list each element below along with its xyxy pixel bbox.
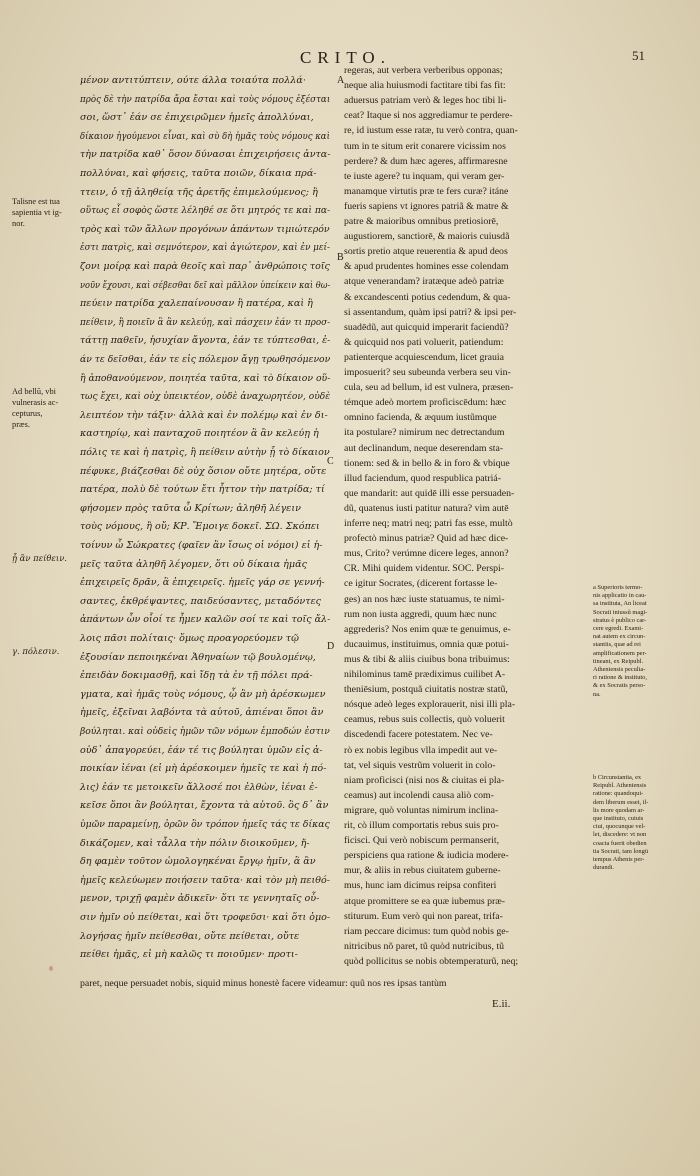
text-line: te iuste agere? tu inquam, qui veram ger- [344,170,505,182]
text-line: aduersus patriam verò & leges hoc tibi li- [344,95,507,107]
text-line: sa instituta, An liceat [593,600,647,608]
text-line: ducauimus, instituimus, omnia quæ potui- [344,638,509,650]
text-line: fueris sapiens vt ignores patriã & matre & [344,200,509,212]
text-line: re, id iustum esse ratæ, tu verò contra, quan- [344,125,518,137]
text-line: ceat? Itaque si nos aggrediamur te perdere- [344,110,513,122]
text-line: πρὸς δὲ τὴν πατρίδα ἄρα ἔσται καὶ τοὺς νόμους ἐξέσται [80,93,331,105]
text-line: mus, Crito? verúmne dicere leges, annon? [344,548,509,560]
text-line: cere egredi. Exami- [593,625,644,632]
text-line: & quicquid nos pati voluerit, patiendum: [344,336,504,348]
text-line: rò ex nobis legibus vlla impedit aut ve- [344,744,498,756]
text-line: σιν ἡμῖν οὐ πείθεται, καὶ ὅτι τροφεῦσι· καὶ ὅτι ὁμο- [80,912,331,923]
text-line: tionem: sed & in bello & in foro & vbique [344,457,510,469]
text-line: imposuerit? seu subeunda verbera seu vin- [344,367,511,378]
text-line: durandi. [593,864,615,872]
text-line: ζονι μοίρᾳ καὶ παρὰ θεοῖς καὶ παρ᾽ ἀνθρώποις τοῖς [80,261,330,272]
text-line: ri ratione & instituto, [593,674,647,682]
running-title: CRITO. [300,48,391,67]
text-line: ἐξουσίαν πεποιηκέναι Ἀθηναίων τῷ βουλομένῳ, [80,651,316,663]
text-line: tia Socrati, tam longū [593,847,649,855]
text-line: stratus è publico car- [593,616,647,624]
catchword-line: paret, neque persuadet nobis, siquid minus honestè facere videamur: quũ nos res ipsas tantùm [80,978,447,989]
text-line: que mandarit: aut quidē illi esse persuaden- [344,487,515,499]
text-line: ἢ ἀποθανούμενον, ποιητέα ταῦτα, καὶ τὸ δίκαιον οὕ- [80,372,331,384]
text-line: atque venerandam? iratæque adeò patriæ [344,276,504,288]
text-line: si assentandum, quàm ipsi patri? & ipsi per- [344,306,517,318]
text-line: que instituto, cuiuis [593,815,644,822]
text-line: nat autem ex circun- [593,633,646,641]
text-line: manamque virtutis præ te fers curæ? itáne [344,185,509,197]
text-line: neque alia huiusmodi factitare tibi fas fit: [344,80,506,92]
page-number: 51 [632,48,645,63]
text-line: Socrati iniussũ magi- [593,608,648,616]
text-line: ποικίαν ἰέναι (εἰ μὴ ἀρέσκοιμεν ἡμεῖς τε καὶ ἡ πό- [80,763,327,775]
text-line: stiturum. Eum verò qui non pareat, trifa- [344,910,503,922]
note-line: sapientia vt ig- [12,208,62,217]
text-line: λογήσας ἡμῖν πείθεσθαι, οὔτε πείθεται, οὔτε [80,930,300,942]
text-line: & ex Socratis perso- [593,682,646,690]
text-line: ce igitur Socrates, (dicerent fortasse le- [344,578,498,590]
text-line: amplificationem per- [593,649,647,657]
text-line: inferre neq; matri neq; patri fas esse, multò [344,518,513,529]
text-line: σοι, ὥστ᾽ ἐάν σε ἐπιχειρῶμεν ἡμεῖς ἀπολλύναι, [80,112,314,124]
text-line: ἐστι πατρὶς, καὶ σεμνότερον, καὶ ἁγιώτερον, καὶ ἐν μεί- [80,242,330,254]
text-line: καστηρίῳ, καὶ πανταχοῦ ποιητέον ἃ ἂν κελεύῃ ἡ [80,428,319,440]
text-line: φήσομεν πρὸς ταῦτα ὦ Κρίτων; ἀληθῆ λέγειν [80,502,301,514]
text-line: πεύειν πατρίδα χαλεπαίνουσαν ἢ πατέρα, καὶ ἢ [80,298,313,310]
text-line: λοις πᾶσι πολίταις· ὅμως προαγορεύομεν τῷ [80,633,299,644]
text-line: dũ, quatenus iusti patitur natura? vim autē [344,502,509,514]
text-line: πολλύναι, καὶ φήσεις, ταῦτα ποιῶν, δίκαια πρά- [80,168,317,179]
text-line: πείθειν, ἢ ποιεῖν ἃ ἂν κελεύῃ, καὶ πάσχειν ἐάν τι προσ- [80,316,331,328]
text-line: nihilominus tamē prædiximus cuilibet A- [344,669,506,680]
text-line: τάττῃ παθεῖν, ἡσυχίαν ἄγοντα, ἐάν τε τύπτεσθαι, ἐ- [80,335,331,347]
text-line: οὕτως εἶ σοφὸς ὥστε λέληθέ σε ὅτι μητρός τε καὶ πα- [80,205,331,217]
text-line: discedendi facere potestatem. Nec ve- [344,729,493,741]
text-line: Reipubl. Atheniensis [593,782,647,790]
note-line: Talisne est tua [12,197,60,206]
text-line: δη φαμὲν τοῦτον ὡμολογηκέναι ἔργῳ ἡμῖν, ἃ ἂν [80,856,316,868]
text-line: ciui, quocunque vel- [593,823,646,831]
text-line: ὑμῶν παραμείνῃ, ὁρῶν ὃν τρόπον ἡμεῖς τάς τε δίκας [80,819,330,830]
text-line: ges) an nos hæc iuste statuamus, te nimi- [344,593,505,605]
text-line: λειπτέον τὴν τάξιν· ἀλλὰ καὶ ἐν πολέμῳ καὶ ἐν δι- [80,409,328,421]
text-line: coacta fuerit obedien [593,839,647,847]
text-line: τως ἔχει, καὶ οὐχ ὑπεικτέον, οὐδὲ ἀναχωρητέον, οὐδὲ [80,391,331,403]
text-line: omnino facienda, & æquum iustũmque [344,412,497,424]
margin-letter-b: B [337,252,344,263]
text-line: ττειν, ὁ τῇ ἀληθείᾳ τῆς ἀρετῆς ἐπιμελούμενος; ἢ [80,186,318,198]
text-line: nis applicatio in cau- [593,592,647,600]
text-line: stantiis, quæ ad rei [593,641,641,649]
text-line: & apud prudentes homines esse colendam [344,261,509,273]
text-line: ἡμεῖς, ἐξεῖναι λαβόντα τὰ αὑτοῦ, ἀπιέναι ὅποι ἂν [80,707,324,719]
note-line: cepturus, [12,409,43,418]
text-line: ἐπειδὰν δοκιμασθῇ, καὶ ἴδῃ τὰ ἐν τῇ πόλει πρά- [80,670,313,682]
text-line: niam proficisci (nisi nos & ciuitas ei pla- [344,774,505,786]
text-line: ἐπιχειρεῖς δρᾶν, ἃ ἐπιχειρεῖς. ἡμεῖς γάρ σε γεννή- [80,577,325,589]
text-line: rum non iusta aggredi, quum hæc nunc [344,608,497,620]
note-line: ᾗ ἂν πείθειν. [12,553,67,563]
ink-blot [49,966,53,971]
text-line: μεῖς ταῦτα ἀληθῆ λέγομεν, ὅτι οὐ δίκαια ἡμᾶς [80,558,307,570]
text-line: suadēdũ, aut quicquid imperarit faciendũ? [344,321,509,333]
text-line: πατέρα, πολὺ δὲ τούτων ἔτι ἧττον τὴν πατρίδα; τί [80,484,325,496]
text-line: βούληται. καὶ οὐδεὶς ἡμῶν τῶν νόμων ἐμποδών ἐστιν [80,726,330,737]
text-line: δικάζομεν, καὶ τἆλλα τὴν πόλιν διοικοῦμεν, ἤ- [80,837,310,849]
text-line: κεῖσε ὅποι ἂν βούληται, ἔχοντα τὰ αὑτοῦ. ὃς δ᾽ ἂν [80,800,329,812]
text-line: πόλις τε καὶ ἡ πατρὶς, ἢ πείθειν αὐτὴν ᾗ τὸ δίκαιον [80,447,330,458]
text-line: patienterque acquiescendum, licet grauia [344,351,504,363]
text-line: tineant, ex Reipubl. [593,657,644,665]
text-line: riam peccare dicimus: tum quòd nobis ge- [344,925,509,937]
text-line: aggrederis? Nos enim quæ te genuimus, e- [344,623,511,635]
text-line: τὴν πατρίδα καθ᾽ ὅσον δύνασαι ἐπιχειρήσεις ἀντα- [80,149,331,161]
text-line: mus, hunc iam dicimus reipsa confiteri [344,880,497,892]
text-line: ceamus) aut incolendi causa aliò com- [344,789,494,801]
text-line: τρὸς καὶ τῶν ἄλλων προγόνων ἁπάντων τιμιώτερόν [80,223,330,235]
text-line: τοίνυν ὦ Σώκρατες (φαῖεν ἂν ἴσως οἱ νόμοι) εἰ ἡ- [80,540,323,551]
text-line: b Circunstantia, ex [593,774,642,781]
text-line: ratione: quandoqui- [593,790,644,798]
text-line: a Superioris termo- [593,584,643,591]
text-line: illud faciendum, quod respublica patriá- [344,472,501,484]
text-line: tat, vel siquis vestrũm voluerit in colo- [344,759,496,771]
text-line: ita postulare? nimirum nec detrectandum [344,427,505,439]
text-line: témque adeò mortem proficiscēdum: hæc [344,397,507,409]
text-line: γματα, καὶ ἡμᾶς τοὺς νόμους, ᾧ ἂν μὴ ἀρέσκωμεν [80,688,326,700]
text-line: augustiorem, sanctiorē, & maioris cuiusdã [344,231,510,243]
text-line: σαντες, ἐκθρέψαντες, παιδεύσαντες, μεταδόντες [80,595,322,607]
text-line: CR. Mihi quidem videntur. SOC. Perspi- [344,563,505,575]
note-line: γ. πόλεσιν. [12,646,60,656]
text-line: λις) ἐάν τε μετοικεῖν ἄλλοσέ ποι ἐλθὼν, ἰέναι ἐ- [80,781,318,793]
margin-letter-d: D [327,641,335,652]
text-line: perdere? & dum hæc ageres, affirmaresne [344,155,508,167]
text-line: na. [593,690,601,698]
text-line: mus & tibi & aliis ciuibus bona tribuimus: [344,653,510,665]
text-line: nósque adeò leges explorauerit, nisi illi pla- [344,699,516,711]
text-line: άν τε δεῖσθαι, ἐάν τε εἰς πόλεμον ἄγῃ τρωθησόμενον [80,354,331,365]
margin-letter-a: A [337,75,345,86]
text-line: profectò minus patriæ? Quid ad hæc dice- [344,533,509,545]
text-line: migrare, quò voluntas nimirum inclina- [344,804,499,816]
text-line: nitricibus nõ paret, tũ quòd nutricibus, tũ [344,940,504,952]
text-line: τοὺς νόμους, ἢ οὔ; ΚΡ. Ἔμοιγε δοκεῖ. ΣΩ. Σκόπει [80,521,320,533]
text-line: patre & maioribus omnibus pretiosiorē, [344,216,499,227]
text-line: πείθει ἡμᾶς, εἰ μὴ καλῶς τι ποιοῦμεν· προτι- [80,949,298,961]
text-line: tum in te situm erit conarere vicissim nos [344,140,506,152]
text-line: lis more quodam ar- [593,806,645,814]
signature-mark: E.ii. [492,998,511,1010]
text-line: tempus Athenis per- [593,856,645,863]
text-line: quòd pollicitus se nobis obtemperaturũ, neq; [344,955,519,967]
text-line: dem liberum esset, il- [593,798,649,806]
text-line: mur, & aliis in rebus ciuitatem guberne- [344,865,501,877]
text-line: νοῦν ἔχουσι, καὶ σέβεσθαι δεῖ καὶ μᾶλλον ὑπείκειν καὶ θω- [80,279,331,291]
text-line: regeras, aut verbera verberibus opponas; [344,65,503,76]
note-line: vulnerasis ac- [12,398,59,407]
text-line: & excandescenti potius cedendum, & qua- [344,291,511,303]
text-line: theniēsium, postquã ciuitatis nostræ statũ, [344,684,508,696]
text-line: δίκαιον ἡγούμενοι εἶναι, καὶ σὺ δὴ ἡμᾶς τοὺς νόμους καὶ [80,130,330,142]
text-line: οὐδ᾽ ἀπαγορεύει, ἐάν τέ τις βούληται ὑμῶν εἰς ἀ- [80,744,323,756]
note-line: Ad bellũ, vbi [12,387,56,396]
text-line: πέφυκε, βιάζεσθαι δὲ οὐχ ὅσιον οὔτε μητέρα, οὔτε [80,465,327,477]
text-line: rit, cò illum comportatis rebus suis pro- [344,820,499,831]
text-line: cula, seu ad bellum, id est vulnera, præsen- [344,382,514,394]
text-line: let, discedere: vt non [593,831,647,839]
text-line: ficisci. Qui verò nobiscum permanserit, [344,835,500,847]
text-line: μενον, τριχῇ φαμὲν ἀδικεῖν· ὅτι τε γεννηταῖς οὖ- [80,893,320,905]
text-line: μένον αντιτύπτειν, ούτε άλλα τοιαύτα πολλά· [80,75,306,86]
text-line: ἁπάντων ὧν οἷοί τε ἦμεν καλῶν σοί τε καὶ τοῖς ἄλ- [80,614,331,626]
text-line: ceamus, rebus suis collectis, quò voluerit [344,714,505,726]
text-line: aut declinandum, neque deserendam sta- [344,442,504,454]
text-line: Atheniensis peculia- [593,666,646,673]
note-line: nor. [12,219,25,228]
text-line: sortis pretio atque reuerentia & apud deos [344,246,508,258]
margin-letter-c: C [327,456,334,467]
text-line: ἡμεῖς κελεύωμεν ποιήσειν ταῦτα· καὶ τὸν μὴ πειθό- [80,874,330,886]
text-line: perspiciens qua ratione & iudicia modere- [344,850,509,862]
text-line: atque promittere se ea quæ iubemus præ- [344,895,506,907]
note-line: præs. [12,420,30,429]
